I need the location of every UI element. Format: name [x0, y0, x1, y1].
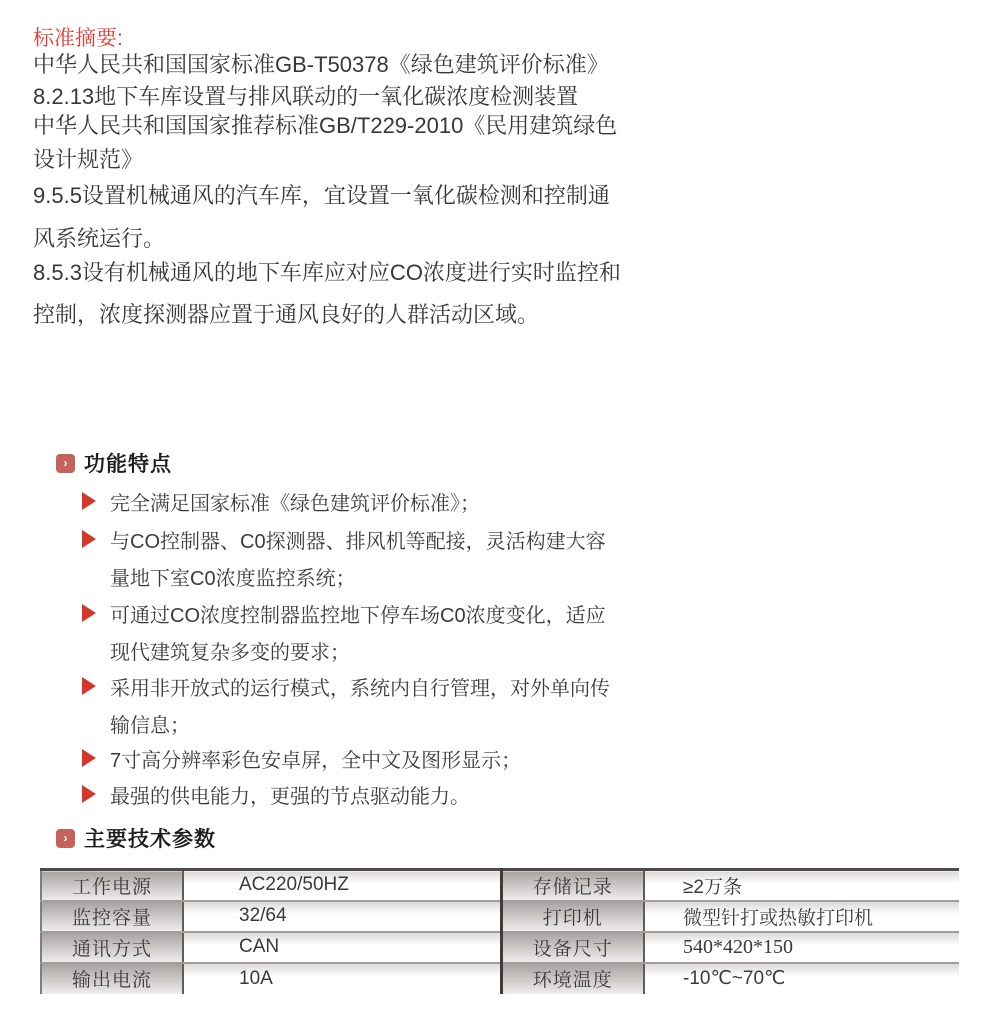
spec-label: 存储记录 [501, 870, 644, 901]
spec-label: 环境温度 [501, 963, 644, 994]
feature-item [82, 779, 662, 816]
features-section-title: 功能特点 [84, 453, 172, 476]
spec-label: 通讯方式 [41, 932, 183, 963]
triangle-bullet-icon [82, 677, 96, 695]
spec-value: CAN [183, 932, 501, 963]
summary-line: 中华人民共和国国家推荐标准GB/T229-2010《民用建筑绿色 [33, 113, 618, 138]
summary-line: 风系统运行。 [33, 226, 166, 251]
triangle-bullet-icon [82, 530, 96, 548]
summary-line: 中华人民共和国国家标准GB-T50378《绿色建筑评价标准》 [33, 52, 609, 77]
feature-item [82, 671, 662, 745]
feature-line: 与CO控制器、C0探测器、排风机等配接，灵活构建大容 [110, 531, 606, 553]
specs-section-header [56, 823, 216, 853]
triangle-bullet-icon [82, 492, 96, 510]
feature-line: 7寸高分辨率彩色安卓屏，全中文及图形显示； [110, 750, 522, 772]
spec-label: 打印机 [501, 901, 644, 932]
spec-value: AC220/50HZ [183, 870, 501, 901]
spec-label: 监控容量 [41, 901, 183, 932]
triangle-bullet-icon [82, 749, 96, 767]
spec-value: ≥2万条 [644, 870, 959, 901]
spec-value: 540*420*150 [644, 932, 959, 963]
specs-section-title: 主要技术参数 [84, 828, 216, 851]
table-row [41, 901, 959, 932]
feature-line: 完全满足国家标准《绿色建筑评价标准》； [110, 493, 480, 515]
spec-label: 输出电流 [41, 963, 183, 994]
spec-table [40, 868, 959, 994]
summary-line: 控制，浓度探测器应置于通风良好的人群活动区域。 [33, 302, 540, 327]
features-section-header [56, 448, 172, 478]
feature-item [82, 743, 662, 780]
feature-item [82, 486, 662, 523]
feature-line: 可通过CO浓度控制器监控地下停车场C0浓度变化，适应 [110, 605, 606, 627]
spec-label: 工作电源 [41, 870, 183, 901]
feature-item [82, 598, 662, 672]
spec-label: 设备尺寸 [501, 932, 644, 963]
triangle-bullet-icon [82, 604, 96, 622]
summary-line: 8.5.3设有机械通风的地下车库应对应CO浓度进行实时监控和 [33, 260, 621, 285]
chevron-badge-icon: › [56, 829, 75, 848]
feature-line: 采用非开放式的运行模式，系统内自行管理，对外单向传 [110, 678, 610, 700]
summary-line: 设计规范》 [33, 147, 144, 172]
feature-line: 现代建筑复杂多变的要求； [110, 642, 350, 664]
spec-value: 32/64 [183, 901, 501, 932]
feature-item [82, 524, 662, 598]
triangle-bullet-icon [82, 785, 96, 803]
chevron-badge-icon: › [56, 454, 75, 473]
spec-value: 微型针打或热敏打印机 [644, 901, 959, 932]
feature-line: 输信息； [110, 715, 190, 737]
table-row [41, 932, 959, 963]
feature-line: 最强的供电能力，更强的节点驱动能力。 [110, 786, 470, 808]
summary-line: 9.5.5设置机械通风的汽车库，宜设置一氧化碳检测和控制通 [33, 183, 610, 208]
summary-title: 标准摘要: [33, 27, 123, 50]
feature-line: 量地下室C0浓度监控系统； [110, 568, 356, 590]
summary-line: 8.2.13地下车库设置与排风联动的一氧化碳浓度检测装置 [33, 84, 579, 109]
spec-value: -10℃~70℃ [644, 963, 959, 994]
table-row [41, 963, 959, 994]
table-row [41, 870, 959, 901]
spec-value: 10A [183, 963, 501, 994]
